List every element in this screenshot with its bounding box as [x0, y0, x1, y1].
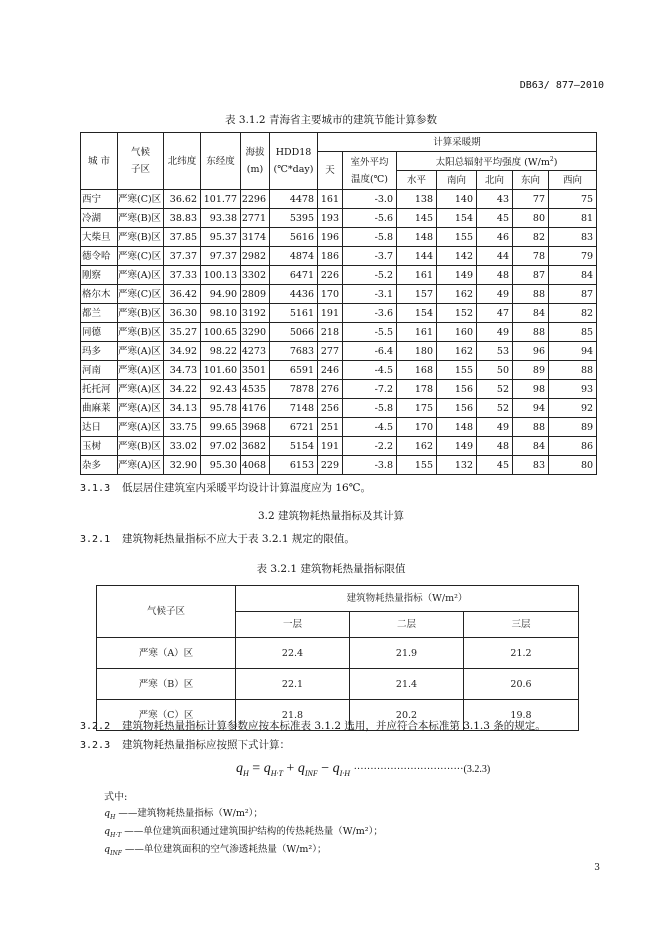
- col-header-horizontal: 水平: [397, 171, 437, 190]
- value-cell: 20.2: [350, 700, 464, 731]
- col-header-period: 计算采暖期: [318, 133, 597, 152]
- value-cell: 142: [437, 247, 477, 266]
- value-cell: 148: [437, 418, 477, 437]
- city-cell: 刚察: [81, 266, 118, 285]
- city-cell: 达日: [81, 418, 118, 437]
- value-cell: 175: [397, 399, 437, 418]
- value-cell: 148: [397, 228, 437, 247]
- section-3-2-title: 3.2 建筑物耗热量指标及其计算: [257, 510, 405, 522]
- value-cell: 7683: [270, 342, 318, 361]
- value-cell: 严寒(A)区: [118, 361, 164, 380]
- table-row: [97, 638, 579, 669]
- city-cell: 玉树: [81, 437, 118, 456]
- city-cell: 西宁: [81, 190, 118, 209]
- value-cell: 5154: [270, 437, 318, 456]
- value-cell: 21.8: [236, 700, 350, 731]
- value-cell: 80: [513, 209, 549, 228]
- table-row: [81, 437, 597, 456]
- value-cell: 45: [477, 209, 513, 228]
- city-cell: 玛多: [81, 342, 118, 361]
- value-cell: 48: [477, 437, 513, 456]
- value-cell: 101.77: [201, 190, 241, 209]
- value-cell: 97.02: [201, 437, 241, 456]
- value-cell: 32.90: [164, 456, 201, 475]
- value-cell: 193: [318, 209, 343, 228]
- value-cell: 52: [477, 399, 513, 418]
- col-header-lat: 北纬度: [164, 133, 201, 190]
- value-cell: -7.2: [343, 380, 397, 399]
- value-cell: 50: [477, 361, 513, 380]
- value-cell: -5.6: [343, 209, 397, 228]
- t2-header-zone: 气候子区: [97, 586, 236, 638]
- col-header-temp: 室外平均 温度(℃): [343, 152, 397, 190]
- value-cell: 88: [549, 361, 597, 380]
- table-row: [81, 418, 597, 437]
- value-cell: 7878: [270, 380, 318, 399]
- col-header-zone: 气候 子区: [118, 133, 164, 190]
- value-cell: 34.13: [164, 399, 201, 418]
- value-cell: 49: [477, 285, 513, 304]
- value-cell: 88: [513, 418, 549, 437]
- value-cell: 99.65: [201, 418, 241, 437]
- value-cell: 155: [397, 456, 437, 475]
- value-cell: 154: [437, 209, 477, 228]
- city-cell: 冷湖: [81, 209, 118, 228]
- value-cell: 89: [513, 361, 549, 380]
- value-cell: 52: [477, 380, 513, 399]
- table-row: [81, 323, 597, 342]
- value-cell: 93.38: [201, 209, 241, 228]
- value-cell: 160: [437, 323, 477, 342]
- value-cell: -3.8: [343, 456, 397, 475]
- value-cell: 84: [549, 266, 597, 285]
- value-cell: 3501: [241, 361, 270, 380]
- value-cell: 37.85: [164, 228, 201, 247]
- value-cell: 3968: [241, 418, 270, 437]
- value-cell: 94.90: [201, 285, 241, 304]
- table-row: [81, 228, 597, 247]
- value-cell: 276: [318, 380, 343, 399]
- city-cell: 都兰: [81, 304, 118, 323]
- value-cell: 77: [513, 190, 549, 209]
- zone-cell: 严寒（C）区: [97, 700, 236, 731]
- value-cell: 145: [397, 209, 437, 228]
- value-cell: 168: [397, 361, 437, 380]
- value-cell: 155: [437, 361, 477, 380]
- value-cell: 92.43: [201, 380, 241, 399]
- value-cell: 85: [549, 323, 597, 342]
- value-cell: 186: [318, 247, 343, 266]
- value-cell: 97.37: [201, 247, 241, 266]
- value-cell: 87: [549, 285, 597, 304]
- value-cell: 170: [397, 418, 437, 437]
- value-cell: 86: [549, 437, 597, 456]
- value-cell: 162: [437, 342, 477, 361]
- value-cell: 33.02: [164, 437, 201, 456]
- value-cell: 218: [318, 323, 343, 342]
- value-cell: 162: [397, 437, 437, 456]
- value-cell: 严寒(A)区: [118, 342, 164, 361]
- value-cell: 154: [397, 304, 437, 323]
- clause-3-1-3: 3.1.3 低层居住建筑室内采暖平均设计计算温度应为 16℃。: [80, 482, 371, 494]
- value-cell: 94: [513, 399, 549, 418]
- value-cell: 21.4: [350, 669, 464, 700]
- table-row: [81, 380, 597, 399]
- table-row: [81, 285, 597, 304]
- value-cell: 80: [549, 456, 597, 475]
- value-cell: 89: [549, 418, 597, 437]
- value-cell: -6.4: [343, 342, 397, 361]
- value-cell: 4436: [270, 285, 318, 304]
- def-qh: $q_H$ ——建筑物耗热量指标（W/m²）；: [104, 808, 263, 821]
- value-cell: 83: [549, 228, 597, 247]
- clause-3-2-3: 3.2.3 建筑物耗热量指标应按照下式计算：: [80, 739, 290, 751]
- value-cell: 251: [318, 418, 343, 437]
- value-cell: 2809: [241, 285, 270, 304]
- value-cell: -5.2: [343, 266, 397, 285]
- city-cell: 格尔木: [81, 285, 118, 304]
- value-cell: 156: [437, 380, 477, 399]
- value-cell: 100.65: [201, 323, 241, 342]
- value-cell: 21.9: [350, 638, 464, 669]
- value-cell: -5.5: [343, 323, 397, 342]
- value-cell: 严寒(A)区: [118, 266, 164, 285]
- value-cell: 严寒(A)区: [118, 456, 164, 475]
- value-cell: 21.2: [464, 638, 579, 669]
- value-cell: -2.2: [343, 437, 397, 456]
- value-cell: -5.8: [343, 399, 397, 418]
- value-cell: -3.1: [343, 285, 397, 304]
- value-cell: 95.37: [201, 228, 241, 247]
- value-cell: 170: [318, 285, 343, 304]
- city-cell: 曲麻莱: [81, 399, 118, 418]
- table1-caption: 表 3.1.2 青海省主要城市的建筑节能计算参数: [225, 114, 437, 126]
- value-cell: 178: [397, 380, 437, 399]
- table2-caption: 表 3.2.1 建筑物耗热量指标限值: [256, 563, 406, 575]
- city-parameters-table: [80, 132, 597, 475]
- value-cell: 44: [477, 247, 513, 266]
- value-cell: 2771: [241, 209, 270, 228]
- value-cell: 4068: [241, 456, 270, 475]
- def-qht: $q_{H\cdot T}$ ——单位建筑面积通过建筑围护结构的传热耗热量（W/m²）；: [104, 826, 383, 839]
- value-cell: 83: [513, 456, 549, 475]
- value-cell: 7148: [270, 399, 318, 418]
- value-cell: 82: [513, 228, 549, 247]
- value-cell: -3.0: [343, 190, 397, 209]
- value-cell: 4176: [241, 399, 270, 418]
- table-row: [97, 669, 579, 700]
- value-cell: 22.4: [236, 638, 350, 669]
- value-cell: 严寒(C)区: [118, 190, 164, 209]
- city-cell: 托托河: [81, 380, 118, 399]
- value-cell: 161: [397, 266, 437, 285]
- value-cell: 95.30: [201, 456, 241, 475]
- value-cell: 88: [513, 285, 549, 304]
- value-cell: 82: [549, 304, 597, 323]
- heat-index-limit-table: [96, 585, 579, 731]
- value-cell: 156: [437, 399, 477, 418]
- page-number: 3: [594, 863, 600, 873]
- value-cell: 38.83: [164, 209, 201, 228]
- value-cell: 4478: [270, 190, 318, 209]
- value-cell: 162: [437, 285, 477, 304]
- table-row: [81, 247, 597, 266]
- value-cell: 98.22: [201, 342, 241, 361]
- col-header-city: 城 市: [81, 133, 118, 190]
- value-cell: 37.33: [164, 266, 201, 285]
- document-code: DB63/ 877—2010: [519, 80, 604, 91]
- t2-header-level-3: 三层: [464, 612, 579, 638]
- value-cell: 6471: [270, 266, 318, 285]
- value-cell: 149: [437, 437, 477, 456]
- value-cell: 严寒(B)区: [118, 304, 164, 323]
- table-row: [81, 266, 597, 285]
- value-cell: 88: [513, 323, 549, 342]
- value-cell: 100.13: [201, 266, 241, 285]
- defs-intro: 式中:: [104, 792, 128, 803]
- value-cell: 95.78: [201, 399, 241, 418]
- value-cell: 180: [397, 342, 437, 361]
- value-cell: 87: [513, 266, 549, 285]
- table-row: [81, 399, 597, 418]
- value-cell: 43: [477, 190, 513, 209]
- value-cell: 严寒(A)区: [118, 418, 164, 437]
- col-header-radiation: 太阳总辐射平均强度 $(W/m^2)$: [397, 152, 597, 171]
- city-cell: 河南: [81, 361, 118, 380]
- value-cell: 4273: [241, 342, 270, 361]
- value-cell: 3302: [241, 266, 270, 285]
- clause-3-2-2: 3.2.2 建筑物耗热量指标计算参数应按本标准表 3.1.2 选用，并应符合本标准第 3.1.3 条的规定。: [80, 720, 546, 732]
- value-cell: 84: [513, 304, 549, 323]
- table-row: [81, 304, 597, 323]
- value-cell: 5066: [270, 323, 318, 342]
- t2-header-level-1: 一层: [236, 612, 350, 638]
- value-cell: 严寒(A)区: [118, 399, 164, 418]
- value-cell: 138: [397, 190, 437, 209]
- city-cell: 同德: [81, 323, 118, 342]
- value-cell: 94: [549, 342, 597, 361]
- col-header-south: 南向: [437, 171, 477, 190]
- col-header-alt: 海拔 (m): [241, 133, 270, 190]
- value-cell: 严寒(C)区: [118, 285, 164, 304]
- value-cell: -5.8: [343, 228, 397, 247]
- table-row: [81, 342, 597, 361]
- zone-cell: 严寒（A）区: [97, 638, 236, 669]
- table-row: [81, 361, 597, 380]
- t2-header-index: 建筑物耗热量指标（W/m²）: [236, 586, 579, 612]
- value-cell: 34.92: [164, 342, 201, 361]
- clause-3-2-1: 3.2.1 建筑物耗热量指标不应大于表 3.2.1 规定的限值。: [80, 533, 355, 545]
- value-cell: 37.37: [164, 247, 201, 266]
- value-cell: 36.62: [164, 190, 201, 209]
- value-cell: 226: [318, 266, 343, 285]
- value-cell: 79: [549, 247, 597, 266]
- value-cell: 246: [318, 361, 343, 380]
- value-cell: 22.1: [236, 669, 350, 700]
- value-cell: 4535: [241, 380, 270, 399]
- value-cell: 75: [549, 190, 597, 209]
- value-cell: 92: [549, 399, 597, 418]
- value-cell: -3.7: [343, 247, 397, 266]
- value-cell: 191: [318, 437, 343, 456]
- value-cell: 149: [437, 266, 477, 285]
- value-cell: 49: [477, 418, 513, 437]
- value-cell: 严寒(C)区: [118, 247, 164, 266]
- value-cell: 49: [477, 323, 513, 342]
- value-cell: 229: [318, 456, 343, 475]
- table-row: [81, 456, 597, 475]
- value-cell: 48: [477, 266, 513, 285]
- value-cell: 3192: [241, 304, 270, 323]
- table-row: [81, 190, 597, 209]
- value-cell: 33.75: [164, 418, 201, 437]
- value-cell: 2982: [241, 247, 270, 266]
- value-cell: 6721: [270, 418, 318, 437]
- value-cell: 5616: [270, 228, 318, 247]
- value-cell: 严寒(B)区: [118, 437, 164, 456]
- value-cell: 152: [437, 304, 477, 323]
- value-cell: 132: [437, 456, 477, 475]
- col-header-lon: 东经度: [201, 133, 241, 190]
- value-cell: 36.42: [164, 285, 201, 304]
- city-cell: 杂多: [81, 456, 118, 475]
- value-cell: 78: [513, 247, 549, 266]
- value-cell: 53: [477, 342, 513, 361]
- value-cell: 46: [477, 228, 513, 247]
- value-cell: 严寒(B)区: [118, 323, 164, 342]
- value-cell: 34.22: [164, 380, 201, 399]
- value-cell: 严寒(A)区: [118, 380, 164, 399]
- value-cell: 277: [318, 342, 343, 361]
- value-cell: 161: [397, 323, 437, 342]
- value-cell: 5395: [270, 209, 318, 228]
- value-cell: 35.27: [164, 323, 201, 342]
- value-cell: 155: [437, 228, 477, 247]
- value-cell: 47: [477, 304, 513, 323]
- value-cell: 81: [549, 209, 597, 228]
- value-cell: 98: [513, 380, 549, 399]
- value-cell: 157: [397, 285, 437, 304]
- value-cell: 4874: [270, 247, 318, 266]
- value-cell: 19.8: [464, 700, 579, 731]
- value-cell: 2296: [241, 190, 270, 209]
- value-cell: 20.6: [464, 669, 579, 700]
- value-cell: 84: [513, 437, 549, 456]
- col-header-west: 西向: [549, 171, 597, 190]
- value-cell: 3290: [241, 323, 270, 342]
- value-cell: 6153: [270, 456, 318, 475]
- city-cell: 大柴旦: [81, 228, 118, 247]
- value-cell: 严寒(B)区: [118, 209, 164, 228]
- value-cell: 34.73: [164, 361, 201, 380]
- value-cell: -3.6: [343, 304, 397, 323]
- value-cell: -4.5: [343, 418, 397, 437]
- def-qinf: $q_{INF}$ ——单位建筑面积的空气渗透耗热量（W/m²）；: [104, 844, 327, 857]
- value-cell: 98.10: [201, 304, 241, 323]
- value-cell: 196: [318, 228, 343, 247]
- col-header-hdd: HDD18 (℃*day): [270, 133, 318, 190]
- formula-number: (3.2.3): [463, 764, 491, 775]
- value-cell: 161: [318, 190, 343, 209]
- value-cell: 36.30: [164, 304, 201, 323]
- value-cell: 101.60: [201, 361, 241, 380]
- zone-cell: 严寒（B）区: [97, 669, 236, 700]
- col-header-days: 天: [318, 152, 343, 190]
- value-cell: 191: [318, 304, 343, 323]
- city-cell: 德令哈: [81, 247, 118, 266]
- t2-header-level-2: 二层: [350, 612, 464, 638]
- value-cell: 93: [549, 380, 597, 399]
- col-header-north: 北向: [477, 171, 513, 190]
- col-header-east: 东向: [513, 171, 549, 190]
- value-cell: 5161: [270, 304, 318, 323]
- value-cell: 3682: [241, 437, 270, 456]
- value-cell: 96: [513, 342, 549, 361]
- value-cell: 256: [318, 399, 343, 418]
- value-cell: 3174: [241, 228, 270, 247]
- value-cell: 45: [477, 456, 513, 475]
- heat-formula: $q_H = q_{H\cdot T} + q_{INF} - q_{I\cdot H} \cdot\cdot\cdot\cdot\cdot\cdot\cdot\cdot\cdot\cdot\cdot\cdot\cdot\cdot\cdot\cdot\cdot\cdot\cdot\cdot\cdot\cdot\cdot\cdot\cdot\cdot\cdot\cdot\cdot\cdot\cdot\cdot\cdot(3.2.3)$: [236, 761, 491, 778]
- table-row: [81, 209, 597, 228]
- value-cell: -4.5: [343, 361, 397, 380]
- value-cell: 140: [437, 190, 477, 209]
- value-cell: 144: [397, 247, 437, 266]
- value-cell: 6591: [270, 361, 318, 380]
- value-cell: 严寒(B)区: [118, 228, 164, 247]
